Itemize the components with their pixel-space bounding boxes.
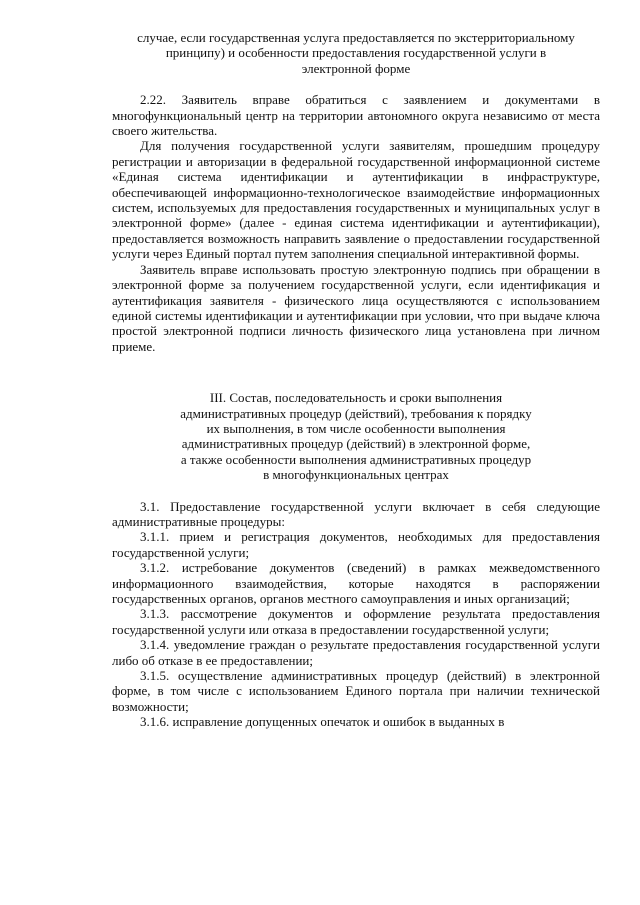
list-item: 3.1.5. осуществление административных процедур (действий) в электронной форме, в том числе с использованием Единого портала при наличии технической возможности; — [112, 668, 600, 714]
section-heading-line: в многофункциональных центрах — [263, 467, 449, 483]
section-heading-line: III. Состав, последовательность и сроки выполнения — [209, 390, 503, 406]
section-heading-line: административных процедур (действий), требования к порядку — [180, 405, 532, 421]
top-heading — [112, 30, 600, 76]
paragraph: Для получения государственной услуги заявителям, прошедшим процедуру регистрации и авторизации в федеральной государственной информационной системе «Единая система идентификации и аутентификации в инфраструктуре, обеспечивающей информационно-технологическое взаимодействие информационных систем, используемых для предоставления государственных и муниципальных услуг в электронной форме» (далее - единая система идентификации и аутентификации), предоставляется возможность направить заявление о предоставлении государственной услуги через Единый портал путем заполнения специальной интерактивной формы. — [112, 138, 600, 262]
list-item: 3.1.6. исправление допущенных опечаток и ошибок в выданных в — [140, 714, 505, 730]
section-heading — [112, 390, 600, 482]
paragraph: 3.1. Предоставление государственной услуги включает в себя следующие административные процедуры: — [112, 498, 600, 529]
paragraph: 2.22. Заявитель вправе обратиться с заявлением и документами в многофункциональный центр на территории автономного округа независимо от места своего жительства. — [112, 92, 600, 139]
list-item: 3.1.1. прием и регистрация документов, необходимых для предоставления государственной услуги; — [112, 529, 600, 560]
top-heading-line: электронной форме — [301, 60, 411, 76]
paragraph: Заявитель вправе использовать простую электронную подпись при обращении в электронной форме за получением государственной услуги, если идентификация и аутентификация заявителя - физического лица осуществляются с использованием единой системы идентификации и аутентификации при условии, что при выдаче ключа простой электронной подписи личность физического лица установлена при личном приеме. — [112, 261, 600, 354]
list-item: 3.1.4. уведомление граждан о результате предоставления государственной услуги либо об отказе в ее предоставлении; — [112, 637, 600, 668]
list-item: 3.1.2. истребование документов (сведений) в рамках межведомственного информационного взаимодействия, которые находятся в распоряжении государственных органов, органов местного самоуправления и иных организаций; — [112, 560, 600, 606]
top-heading-line: случае, если государственная услуга предоставляется по экстерриториальному — [137, 30, 575, 45]
section-heading-line: их выполнения, в том числе особенности выполнения — [206, 420, 506, 436]
section-heading-line: административных процедур (действий) в электронной форме, — [181, 436, 531, 452]
section-heading-line: а также особенности выполнения административных процедур — [180, 451, 532, 467]
top-heading-line: принципу) и особенности предоставления государственной услуги в — [165, 45, 547, 61]
list-item: 3.1.3. рассмотрение документов и оформление результата предоставления государственной услуги или отказа в предоставлении государственной услуги; — [112, 606, 600, 637]
